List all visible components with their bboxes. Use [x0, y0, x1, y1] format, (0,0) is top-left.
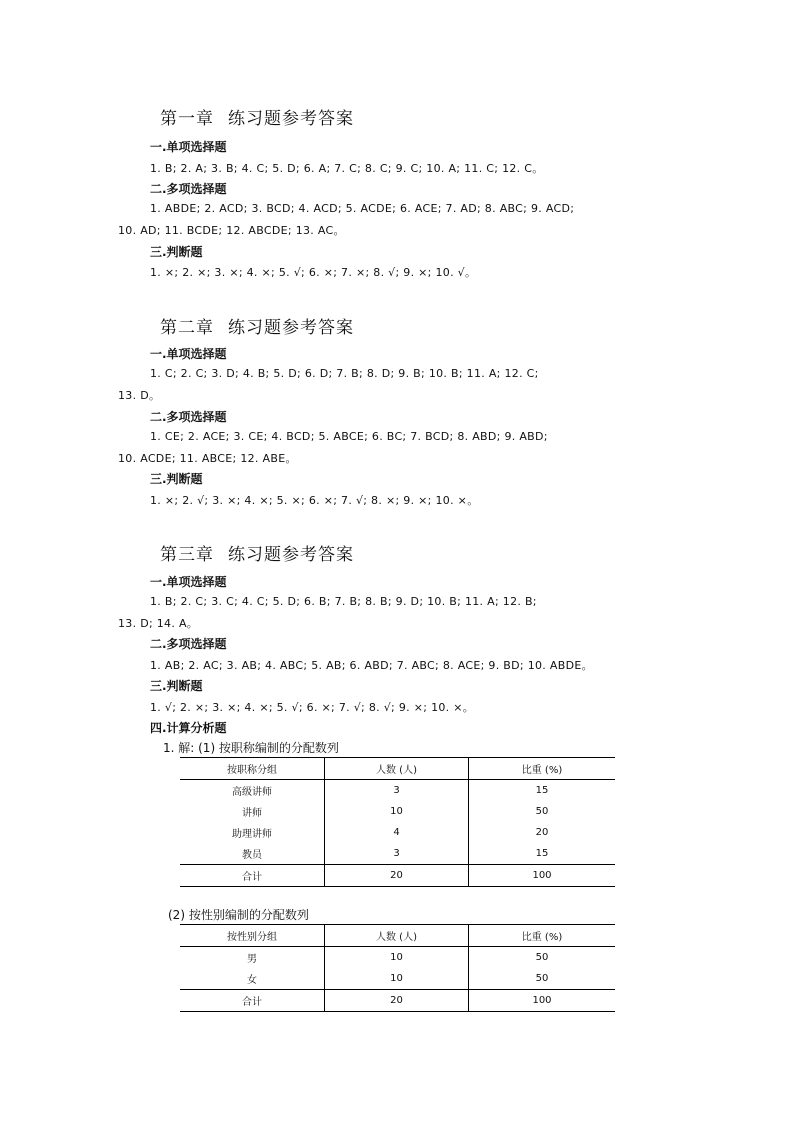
table-cell: 100 [469, 865, 616, 887]
table-row [180, 968, 615, 990]
table-cell: 4 [325, 822, 469, 843]
ch3-multi-choice-answers: 1. AB; 2. AC; 3. AB; 4. ABC; 5. AB; 6. ABD; 7. ABC; 8. ACE; 9. BD; 10. ABDE。 [150, 659, 593, 672]
table-row [180, 822, 615, 843]
table-cell: 讲师 [180, 801, 325, 822]
ch3-calculation-heading: 四.计算分析题 [150, 721, 227, 735]
table-cell: 50 [535, 806, 549, 817]
table-total-row [180, 990, 615, 1012]
table-cell: 20 [325, 990, 469, 1012]
table-cell: 100 [469, 990, 616, 1012]
ch2-single-choice-answers-line1: 1. C; 2. C; 3. D; 4. B; 5. D; 6. D; 7. B; 8. D; 9. B; 10. B; 11. A; 12. C; [150, 367, 539, 380]
table-cell: 高级讲师 [180, 780, 325, 802]
ch2-multi-choice-answers-line1: 1. CE; 2. ACE; 3. CE; 4. BCD; 5. ABCE; 6. BC; 7. BCD; 8. ABD; 9. ABD; [150, 430, 548, 443]
problem1-caption-title: 1. 解: (1) 按职称编制的分配数列 [163, 741, 339, 755]
table-cell: 20 [325, 865, 469, 887]
ch1-true-false-answers: 1. ×; 2. ×; 3. ×; 4. ×; 5. √; 6. ×; 7. ×; 8. √; 9. ×; 10. √。 [150, 266, 477, 279]
ch3-single-choice-answers-line1: 1. B; 2. C; 3. C; 4. C; 5. D; 6. B; 7. B; 8. B; 9. D; 10. B; 11. A; 12. B; [150, 595, 537, 608]
table-cell: 合计 [180, 865, 325, 887]
table-total-row [180, 865, 615, 887]
ch2-true-false-answers: 1. ×; 2. √; 3. ×; 4. ×; 5. ×; 6. ×; 7. √; 8. ×; 9. ×; 10. ×。 [150, 494, 479, 507]
table-row [180, 843, 615, 865]
table-cell: 20 [535, 827, 549, 838]
table-cell: 男 [180, 947, 325, 969]
table-header-cell: 比重 (%) [469, 758, 616, 780]
ch1-true-false-heading: 三.判断题 [150, 245, 203, 259]
table-row [180, 780, 615, 802]
table-header-row [180, 925, 615, 947]
table-header-cell: 人数 (人) [325, 758, 469, 780]
ch3-single-choice-heading: 一.单项选择题 [150, 575, 227, 589]
table-cell: 15 [535, 785, 549, 796]
table-row [180, 947, 615, 969]
ch1-single-choice-heading: 一.单项选择题 [150, 140, 227, 154]
table-cell: 10 [325, 947, 469, 969]
ch2-multi-choice-answers-line2: 10. ACDE; 11. ABCE; 12. ABE。 [118, 452, 297, 465]
problem1-caption-gender: (2) 按性别编制的分配数列 [168, 908, 309, 922]
table-cell: 10 [325, 801, 469, 822]
table-cell: 3 [325, 843, 469, 865]
table-cell: 10 [325, 968, 469, 990]
table-cell: 15 [535, 848, 549, 859]
table-cell: 50 [535, 973, 549, 984]
ch3-true-false-heading: 三.判断题 [150, 679, 203, 693]
ch3-single-choice-answers-line2: 13. D; 14. A。 [118, 617, 199, 630]
ch2-true-false-heading: 三.判断题 [150, 472, 203, 486]
table-cell: 3 [325, 780, 469, 802]
ch1-multi-choice-heading: 二.多项选择题 [150, 182, 227, 196]
ch3-multi-choice-heading: 二.多项选择题 [150, 637, 227, 651]
chapter-3-title: 第三章 练习题参考答案 [160, 545, 354, 565]
table-header-cell: 人数 (人) [325, 925, 469, 947]
table-cell: 助理讲师 [180, 822, 325, 843]
table-cell: 合计 [180, 990, 325, 1012]
table-row [180, 801, 615, 822]
ch1-multi-choice-answers-line1: 1. ABDE; 2. ACD; 3. BCD; 4. ACD; 5. ACDE; 6. ACE; 7. AD; 8. ABC; 9. ACD; [150, 202, 575, 215]
table-cell: 女 [180, 968, 325, 990]
ch2-multi-choice-heading: 二.多项选择题 [150, 410, 227, 424]
table-cell: 教员 [180, 843, 325, 865]
table-header-cell: 按职称分组 [180, 758, 325, 780]
ch2-single-choice-heading: 一.单项选择题 [150, 347, 227, 361]
ch2-single-choice-answers-line2: 13. D。 [118, 389, 161, 402]
gender-distribution-table [180, 924, 615, 1012]
table-cell: 50 [535, 952, 549, 963]
table-header-cell: 按性别分组 [180, 925, 325, 947]
ch3-true-false-answers: 1. √; 2. ×; 3. ×; 4. ×; 5. √; 6. ×; 7. √; 8. √; 9. ×; 10. ×。 [150, 701, 475, 714]
chapter-2-title: 第二章 练习题参考答案 [160, 318, 354, 338]
table-header-row [180, 758, 615, 780]
ch1-single-choice-answers: 1. B; 2. A; 3. B; 4. C; 5. D; 6. A; 7. C; 8. C; 9. C; 10. A; 11. C; 12. C。 [150, 162, 544, 175]
table-header-cell: 比重 (%) [469, 925, 616, 947]
chapter-1-title: 第一章 练习题参考答案 [160, 109, 354, 129]
ch1-multi-choice-answers-line2: 10. AD; 11. BCDE; 12. ABCDE; 13. AC。 [118, 224, 345, 237]
title-distribution-table [180, 757, 615, 887]
